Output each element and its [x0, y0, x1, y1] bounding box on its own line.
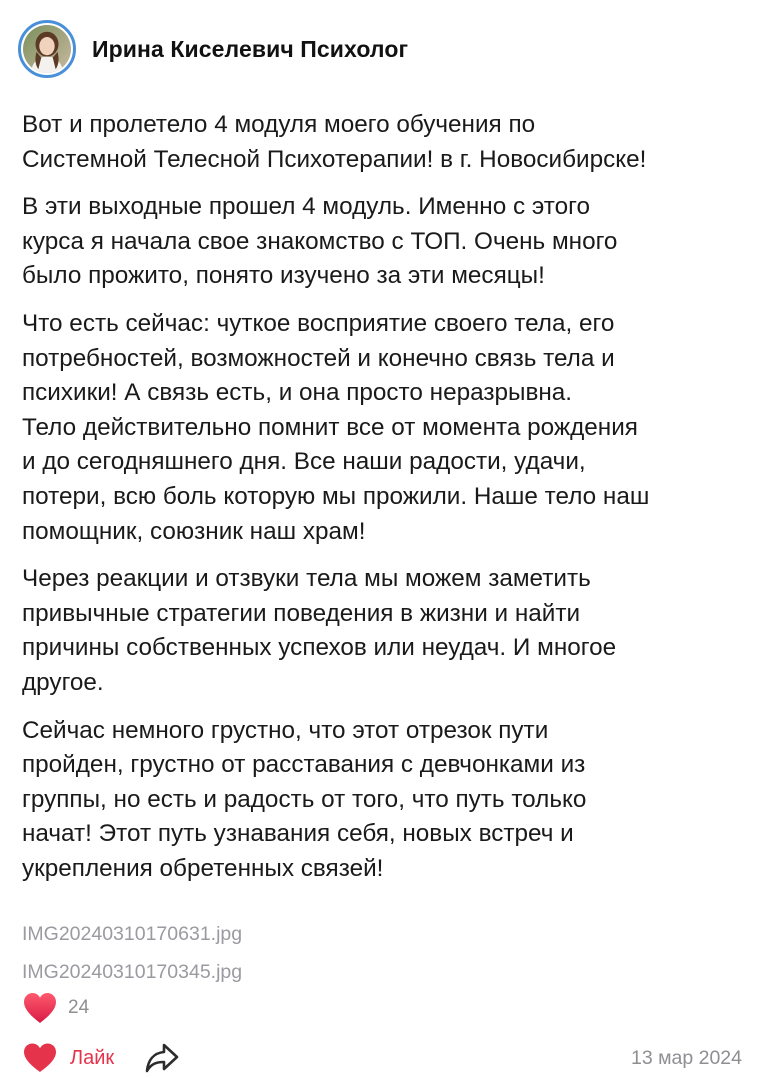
post-actions	[22, 1040, 744, 1076]
post-body	[22, 108, 744, 899]
heart-reaction-icon	[22, 991, 58, 1025]
attachments-list	[22, 915, 242, 991]
post-date: 13 мар 2024	[630, 1046, 742, 1069]
like-label: Лайк	[70, 1046, 115, 1069]
post-header	[18, 17, 408, 81]
reaction-count: 24	[68, 997, 90, 1018]
share-button[interactable]	[144, 1042, 180, 1074]
like-button[interactable]	[22, 1042, 114, 1074]
attachment-link[interactable]: IMG20240310170345.jpg	[22, 961, 243, 983]
attachment-link[interactable]: IMG20240310170631.jpg	[22, 923, 243, 945]
post-paragraph: В эти выходные прошел 4 модуль. Именно с этого курса я начала свое знакомство с ТОП. Очень много было прожито, понято изучено за эти месяцы!	[22, 193, 618, 290]
author-avatar[interactable]	[18, 20, 76, 78]
reactions-summary[interactable]	[22, 990, 89, 1026]
author-name[interactable]: Ирина Киселевич Психолог	[92, 35, 409, 62]
post-paragraph: Что есть сейчас: чуткое восприятие своего тела, его потребностей, возможностей и конечно связь тела и психики! А связь есть, и она просто неразрывна. Тело действительно помнит все от момента рождения и до сегодняшнего дня. Все наши радости, удачи, потери, всю боль которую мы прожили. Наше тело наш помощник, союзник наш храм!	[22, 309, 650, 545]
post-paragraph: Сейчас немного грустно, что этот отрезок пути пройден, грустно от расставания с девчонками из группы, но есть и радость от того, что путь только начат! Этот путь узнавания себя, новых встреч и укрепления обретенных связей!	[22, 716, 587, 882]
heart-icon	[22, 1042, 58, 1074]
avatar-photo-icon	[23, 25, 71, 73]
post-paragraph: Вот и пролетело 4 модуля моего обучения по Системной Телесной Психотерапии! в г. Новосибирске!	[22, 111, 647, 173]
share-arrow-icon	[144, 1042, 180, 1074]
post-paragraph: Через реакции и отзвуки тела мы можем заметить привычные стратегии поведения в жизни и найти причины собственных успехов или неудач. И многое другое.	[22, 565, 617, 696]
